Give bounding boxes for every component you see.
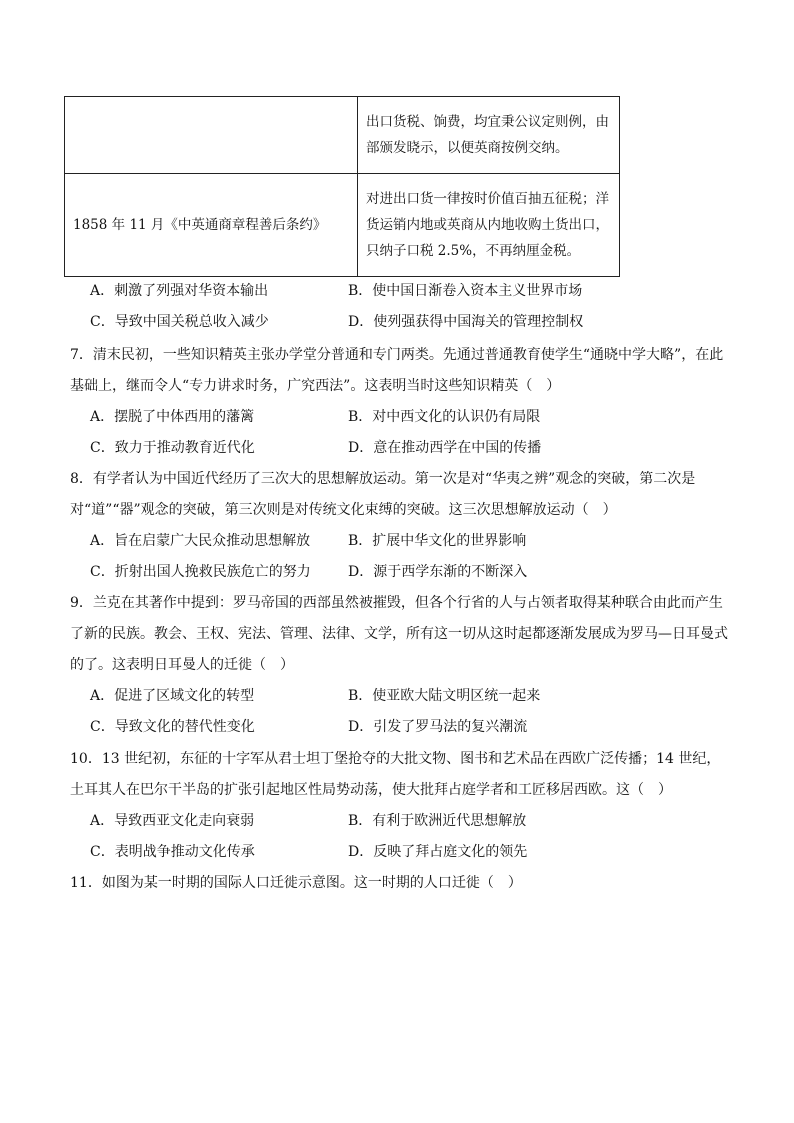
option-c: C．折射出国人挽救民族危亡的努力 [90, 564, 311, 580]
option-c: C．导致文化的替代性变化 [90, 719, 255, 735]
table-row [65, 97, 620, 174]
question-10 [70, 744, 730, 868]
option-b: B．使亚欧大陆文明区统一起来 [348, 688, 541, 704]
option-b: B．对中西文化的认识仍有局限 [348, 409, 541, 425]
question-stem: 9．兰克在其著作中提到：罗马帝国的西部虽然被摧毁，但各个行省的人与占领者取得某种联合由此而产生了新的民族。教会、王权、宪法、管理、法律、文学，所有这一切从这时起都逐渐发展成为罗马—日耳曼式的了。这表明日耳曼人的迁徙（ ） [70, 595, 728, 673]
question-6-options [70, 276, 730, 338]
question-7 [70, 340, 730, 464]
option-d: D．使列强获得中国海关的管理控制权 [348, 314, 584, 330]
option-d: D．意在推动西学在中国的传播 [348, 440, 542, 456]
table-cell [65, 97, 358, 174]
question-9 [70, 588, 730, 743]
option-c: C．表明战争推动文化传承 [90, 844, 255, 860]
table-row [65, 174, 620, 277]
question-stem: 7．清末民初，一些知识精英主张办学堂分普通和专门两类。先通过普通教育使学生“通晓中学大略”，在此基础上，继而令人“专力讲求时务，广究西法”。这表明当时这些知识精英（ ） [70, 347, 724, 394]
question-stem: 11．如图为某一时期的国际人口迁徙示意图。这一时期的人口迁徙（ ） [70, 875, 522, 891]
option-c: C．导致中国关税总收入减少 [90, 314, 269, 330]
table-cell: 对进出口货一律按时价值百抽五征税；洋货运销内地或英商从内地收购土货出口，只纳子口税 2.5%，不再纳厘金税。 [358, 174, 620, 277]
option-d: D．源于西学东渐的不断深入 [348, 564, 528, 580]
table-cell: 1858 年 11 月《中英通商章程善后条约》 [65, 174, 358, 277]
option-b: B．有利于欧洲近代思想解放 [348, 813, 527, 829]
treaty-table [64, 96, 620, 277]
option-b: B．扩展中华文化的世界影响 [348, 533, 527, 549]
option-c: C．致力于推动教育近代化 [90, 440, 255, 456]
question-stem: 10．13 世纪初，东征的十字军从君士坦丁堡抢夺的大批文物、图书和艺术品在西欧广泛传播；14 世纪，土耳其人在巴尔干半岛的扩张引起地区性局势动荡，使大批拜占庭学者和工匠移居西欧。这（ ） [70, 751, 721, 798]
option-a: A．导致西亚文化走向衰弱 [90, 813, 255, 829]
option-b: B．使中国日渐卷入资本主义世界市场 [348, 283, 583, 299]
option-d: D．反映了拜占庭文化的领先 [348, 844, 528, 860]
option-a: A．摆脱了中体西用的藩篱 [90, 409, 255, 425]
option-a: A．旨在启蒙广大民众推动思想解放 [90, 533, 311, 549]
option-a: A．刺激了列强对华资本输出 [90, 283, 269, 299]
question-stem: 8．有学者认为中国近代经历了三次大的思想解放运动。第一次是对“华夷之辨”观念的突破，第二次是对“道”“器”观念的突破，第三次则是对传统文化束缚的突破。这三次思想解放运动（ ） [70, 471, 696, 518]
question-8 [70, 464, 730, 588]
question-11 [70, 868, 730, 899]
option-a: A．促进了区域文化的转型 [90, 688, 255, 704]
table-cell: 出口货税、饷费，均宜秉公议定则例，由部颁发晓示，以便英商按例交纳。 [358, 97, 620, 174]
option-d: D．引发了罗马法的复兴潮流 [348, 719, 528, 735]
